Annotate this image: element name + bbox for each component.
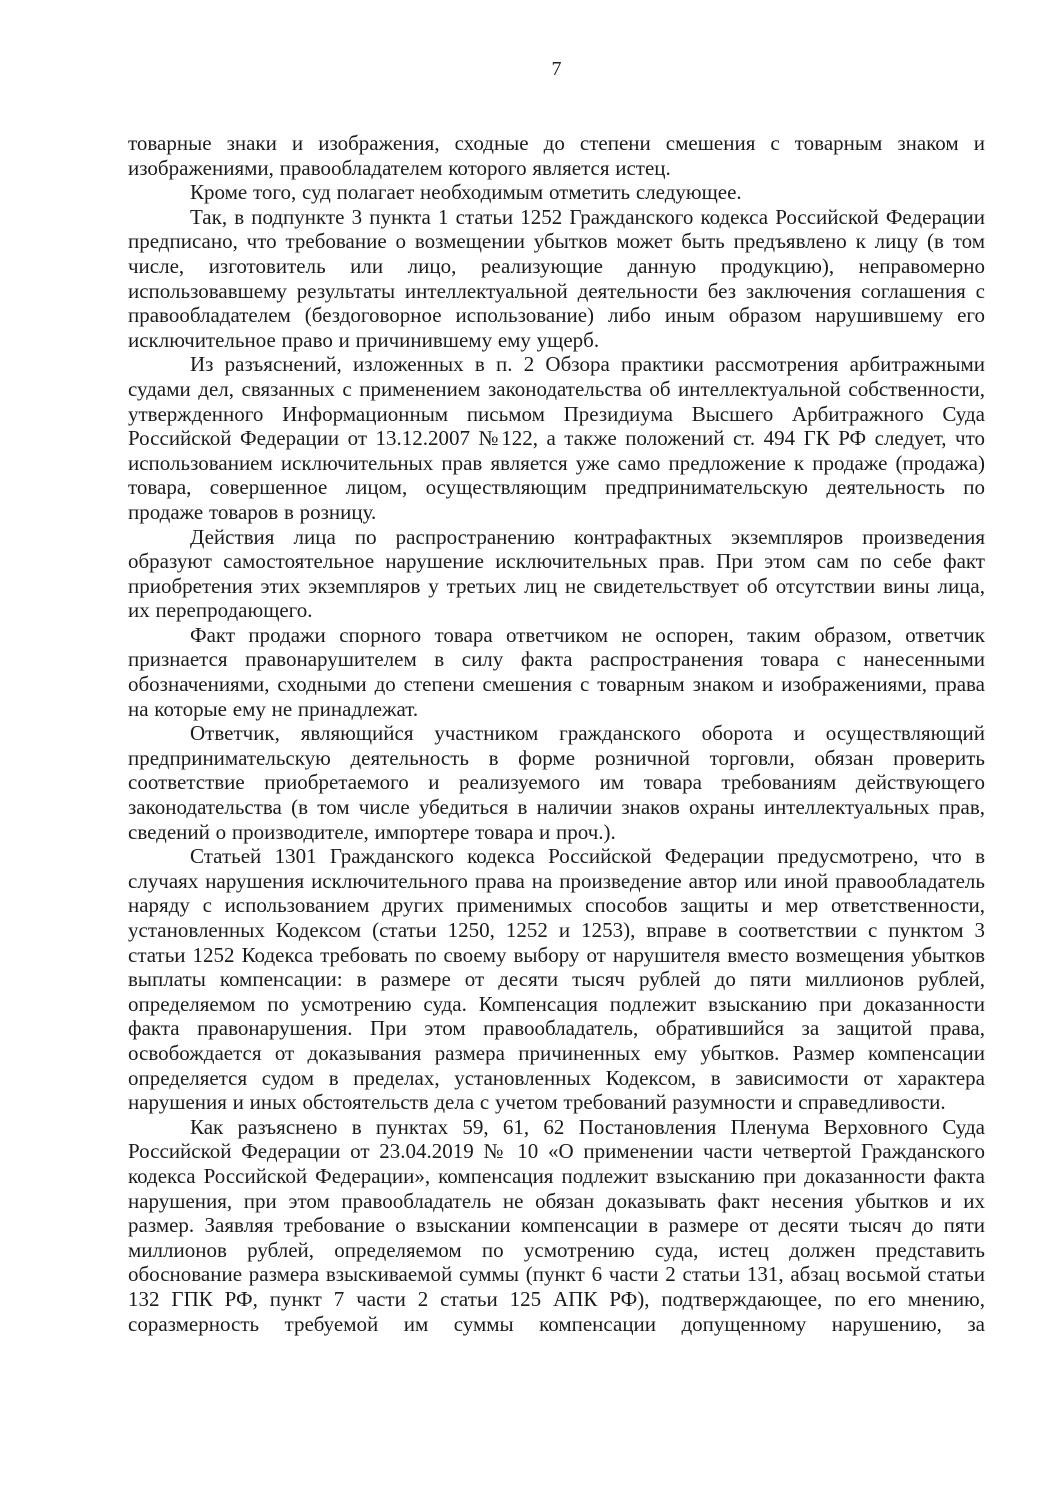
paragraph-continuation: товарные знаки и изображения, сходные до степени смешения с товарным знаком и изображениями, правообладателем которого является истец. [128,131,985,180]
paragraph-sale-fact: Факт продажи спорного товара ответчиком не оспорен, таким образом, ответчик признается правонарушителем в силу факта распространения товара с нанесенными обозначениями, сходными до степени смешения с товарным знаком и изображениями, права на которые ему не принадлежат. [128,622,985,721]
paragraph-defendant-duty: Ответчик, являющийся участником гражданского оборота и осуществляющий предпринимательскую деятельность в форме розничной торговли, обязан проверить соответствие приобретаемого и реализуемого им товара требованиям действующего законодательства (в том числе убедиться в наличии знаков охраны интеллектуальных прав, сведений о производителе, импортере товара и проч.). [128,721,985,844]
paragraph-counterfeit-distribution: Действия лица по распространению контрафактных экземпляров произведения образуют самостоятельное нарушение исключительных прав. При этом сам по себе факт приобретения этих экземпляров у третьих лиц не свидетельствует об отсутствии вины лица, их перепродающего. [128,524,985,623]
page-number: 7 [551,58,562,80]
paragraph-plenum-ruling: Как разъяснено в пунктах 59, 61, 62 Постановления Пленума Верховного Суда Российской Федерации от 23.04.2019 № 10 «О применении части четвертой Гражданского кодекса Российской Федерации», компенсация подлежит взысканию при доказанности факта нарушения, при этом правообладатель не обязан доказывать факт несения убытков и их размер. Заявляя требование о взыскании компенсации в размере от десяти тысяч до пяти миллионов рублей, определяемом по усмотрению суда, истец должен представить обоснование размера взыскиваемой суммы (пункт 6 части 2 статьи 131, абзац восьмой статьи 132 ГПК РФ, пункт 7 части 2 статьи 125 АПК РФ), подтверждающее, по его мнению, соразмерность требуемой им суммы компенсации допущенному нарушению, за [128,1114,985,1336]
document-body [128,131,985,1336]
paragraph-court-note: Кроме того, суд полагает необходимым отметить следующее. [190,180,742,205]
paragraph-article-1301: Статьей 1301 Гражданского кодекса Российской Федерации предусмотрено, что в случаях нарушения исключительного права на произведение автор или иной правообладатель наряду с использованием других применимых способов защиты и мер ответственности, установленных Кодексом (статьи 1250, 1252 и 1253), вправе в соответствии с пунктом 3 статьи 1252 Кодекса требовать по своему выбору от нарушителя вместо возмещения убытков выплаты компенсации: в размере от десяти тысяч рублей до пяти миллионов рублей, определяемом по усмотрению суда. Компенсация подлежит взысканию при доказанности факта правонарушения. При этом правообладатель, обратившийся за защитой права, освобождается от доказывания размера причиненных ему убытков. Размер компенсации определяется судом в пределах, установленных Кодексом, в зависимости от характера нарушения и иных обстоятельств дела с учетом требований разумности и справедливости. [128,844,985,1115]
paragraph-review-practice: Из разъяснений, изложенных в п. 2 Обзора практики рассмотрения арбитражными судами дел, связанных с применением законодательства об интеллектуальной собственности, утвержденного Информационным письмом Президиума Высшего Арбитражного Суда Российской Федерации от 13.12.2007 №122, а также положений ст. 494 ГК РФ следует, что использованием исключительных прав является уже само предложение к продаже (продажа) товара, совершенное лицом, осуществляющим предпринимательскую деятельность по продаже товаров в розницу. [128,352,985,524]
paragraph-article-1252: Так, в подпункте 3 пункта 1 статьи 1252 Гражданского кодекса Российской Федерации предписано, что требование о возмещении убытков может быть предъявлено к лицу (в том числе, изготовитель или лицо, реализующие данную продукцию), неправомерно использовавшему результаты интеллектуальной деятельности без заключения соглашения с правообладателем (бездоговорное использование) либо иным образом нарушившему его исключительное право и причинившему ему ущерб. [128,204,985,352]
